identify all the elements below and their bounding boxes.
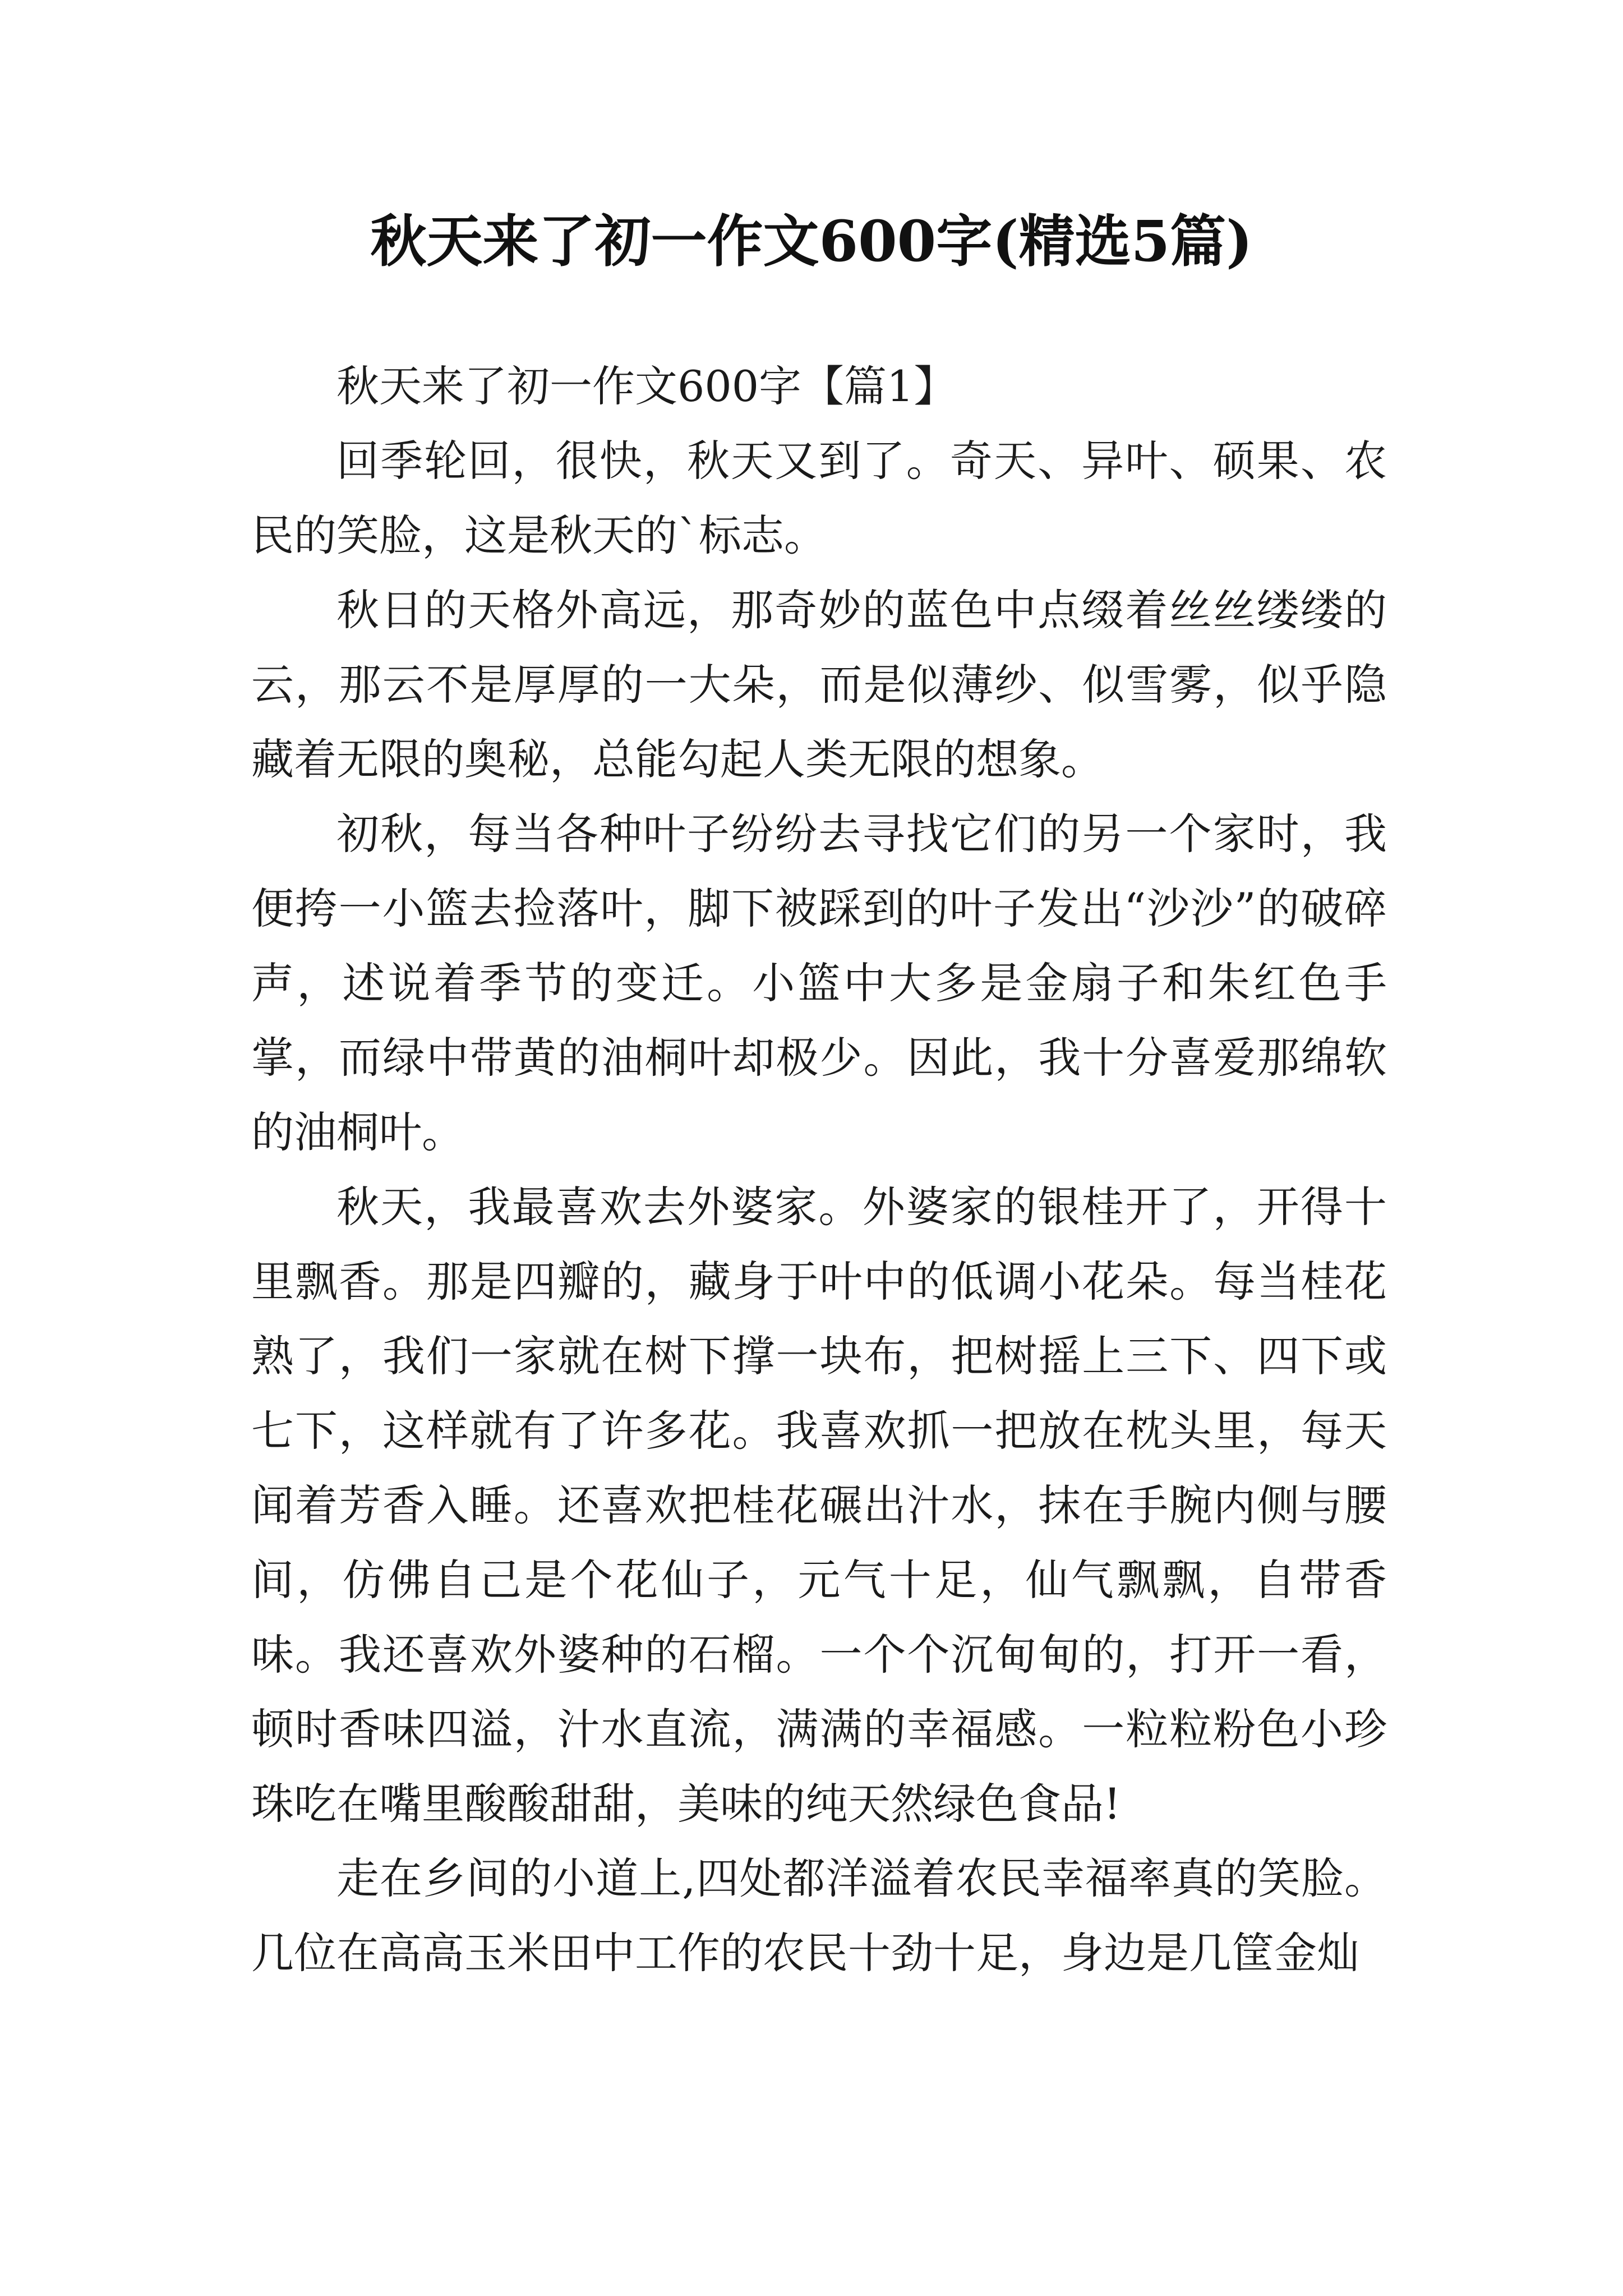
paragraph-5: 走在乡间的小道上,四处都洋溢着农民幸福率真的笑脸。几位在高高玉米田中工作的农民十劲十足，身边是几筐金灿	[251, 1853, 1387, 1978]
paragraph-2: 秋日的天格外高远，那奇妙的蓝色中点缀着丝丝缕缕的云，那云不是厚厚的一大朵，而是似薄纱、似雪雾，似乎隐藏着无限的奥秘，总能勾起人类无限的想象。	[251, 585, 1387, 784]
document-title: 秋天来了初一作文600字(精选5篇)	[370, 208, 1253, 274]
paragraph-1: 回季轮回，很快，秋天又到了。奇天、异叶、硕果、农民的笑脸，这是秋天的`标志。	[251, 436, 1387, 560]
paragraph-4: 秋天，我最喜欢去外婆家。外婆家的银桂开了，开得十里飘香。那是四瓣的，藏身于叶中的低调小花朵。每当桂花熟了，我们一家就在树下撑一块布，把树摇上三下、四下或七下，这样就有了许多花。我喜欢抓一把放在枕头里，每天闻着芳香入睡。还喜欢把桂花碾出汁水，抹在手腕内侧与腰间，仿佛自己是个花仙子，元气十足，仙气飘飘，自带香味。我还喜欢外婆种的石榴。一个个沉甸甸的，打开一看，顿时香味四溢，汁水直流，满满的幸福感。一粒粒粉色小珍珠吃在嘴里酸酸甜甜，美味的纯天然绿色食品!	[251, 1182, 1387, 1829]
section-heading: 秋天来了初一作文600字【篇1】	[336, 361, 957, 411]
paragraph-3: 初秋，每当各种叶子纷纷去寻找它们的另一个家时，我便挎一小篮去捡落叶，脚下被踩到的叶子发出“沙沙”的破碎声，述说着季节的变迁。小篮中大多是金扇子和朱红色手掌，而绿中带黄的油桐叶却极少。因此，我十分喜爱那绵软的油桐叶。	[251, 809, 1387, 1157]
document-body	[251, 349, 1387, 1990]
